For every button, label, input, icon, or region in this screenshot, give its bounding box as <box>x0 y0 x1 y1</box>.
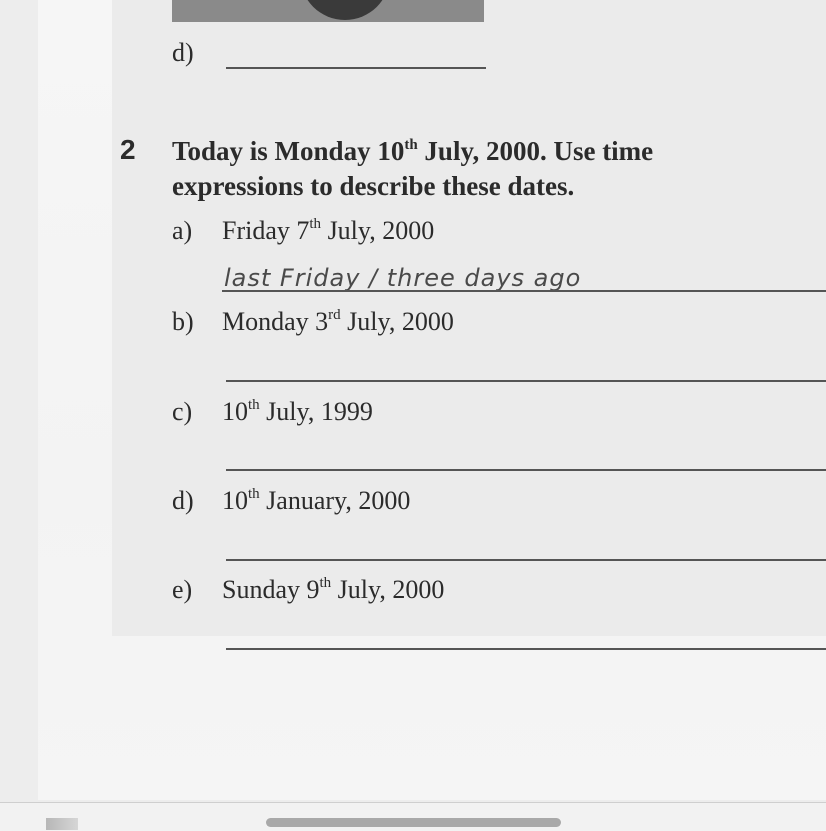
exercise-shaded-panel <box>112 0 826 636</box>
item-c-date: 10th July, 1999 <box>222 397 373 426</box>
item-a-answer: last Friday / three days ago <box>224 264 582 292</box>
item-a-answer-line[interactable] <box>222 290 826 292</box>
item-d-answer-line[interactable] <box>226 559 826 561</box>
question-number: 2 <box>120 134 136 165</box>
item-d-label: d) <box>172 486 194 515</box>
question-instructions <box>172 134 772 204</box>
cropped-illustration <box>172 0 484 22</box>
item-e-answer-line[interactable] <box>226 648 826 650</box>
item-c-label: c) <box>172 397 193 426</box>
item-c-answer-line[interactable] <box>226 469 826 471</box>
horizontal-scrollbar-thumb[interactable] <box>266 818 561 827</box>
question-text-line2: expressions to describe these dates. <box>172 171 575 201</box>
item-e-date: Sunday 9th July, 2000 <box>222 575 445 604</box>
question-text-part: Today is Monday 10 <box>172 136 405 166</box>
item-b-date: Monday 3rd July, 2000 <box>222 307 454 336</box>
item-b-label: b) <box>172 307 194 336</box>
question-text-part: July, 2000. Use time <box>417 136 654 166</box>
item-d-date: 10th January, 2000 <box>222 486 411 515</box>
previous-item-label: d) <box>172 38 194 67</box>
item-a-label: a) <box>172 216 193 245</box>
previous-answer-line[interactable] <box>226 67 486 69</box>
illustration-shape <box>300 0 390 20</box>
page-thumbnail-icon[interactable] <box>46 818 78 830</box>
item-b-answer-line[interactable] <box>226 380 826 382</box>
question-text-superscript: th <box>404 137 418 153</box>
item-e-label: e) <box>172 575 193 604</box>
item-a-date: Friday 7th July, 2000 <box>222 216 435 245</box>
